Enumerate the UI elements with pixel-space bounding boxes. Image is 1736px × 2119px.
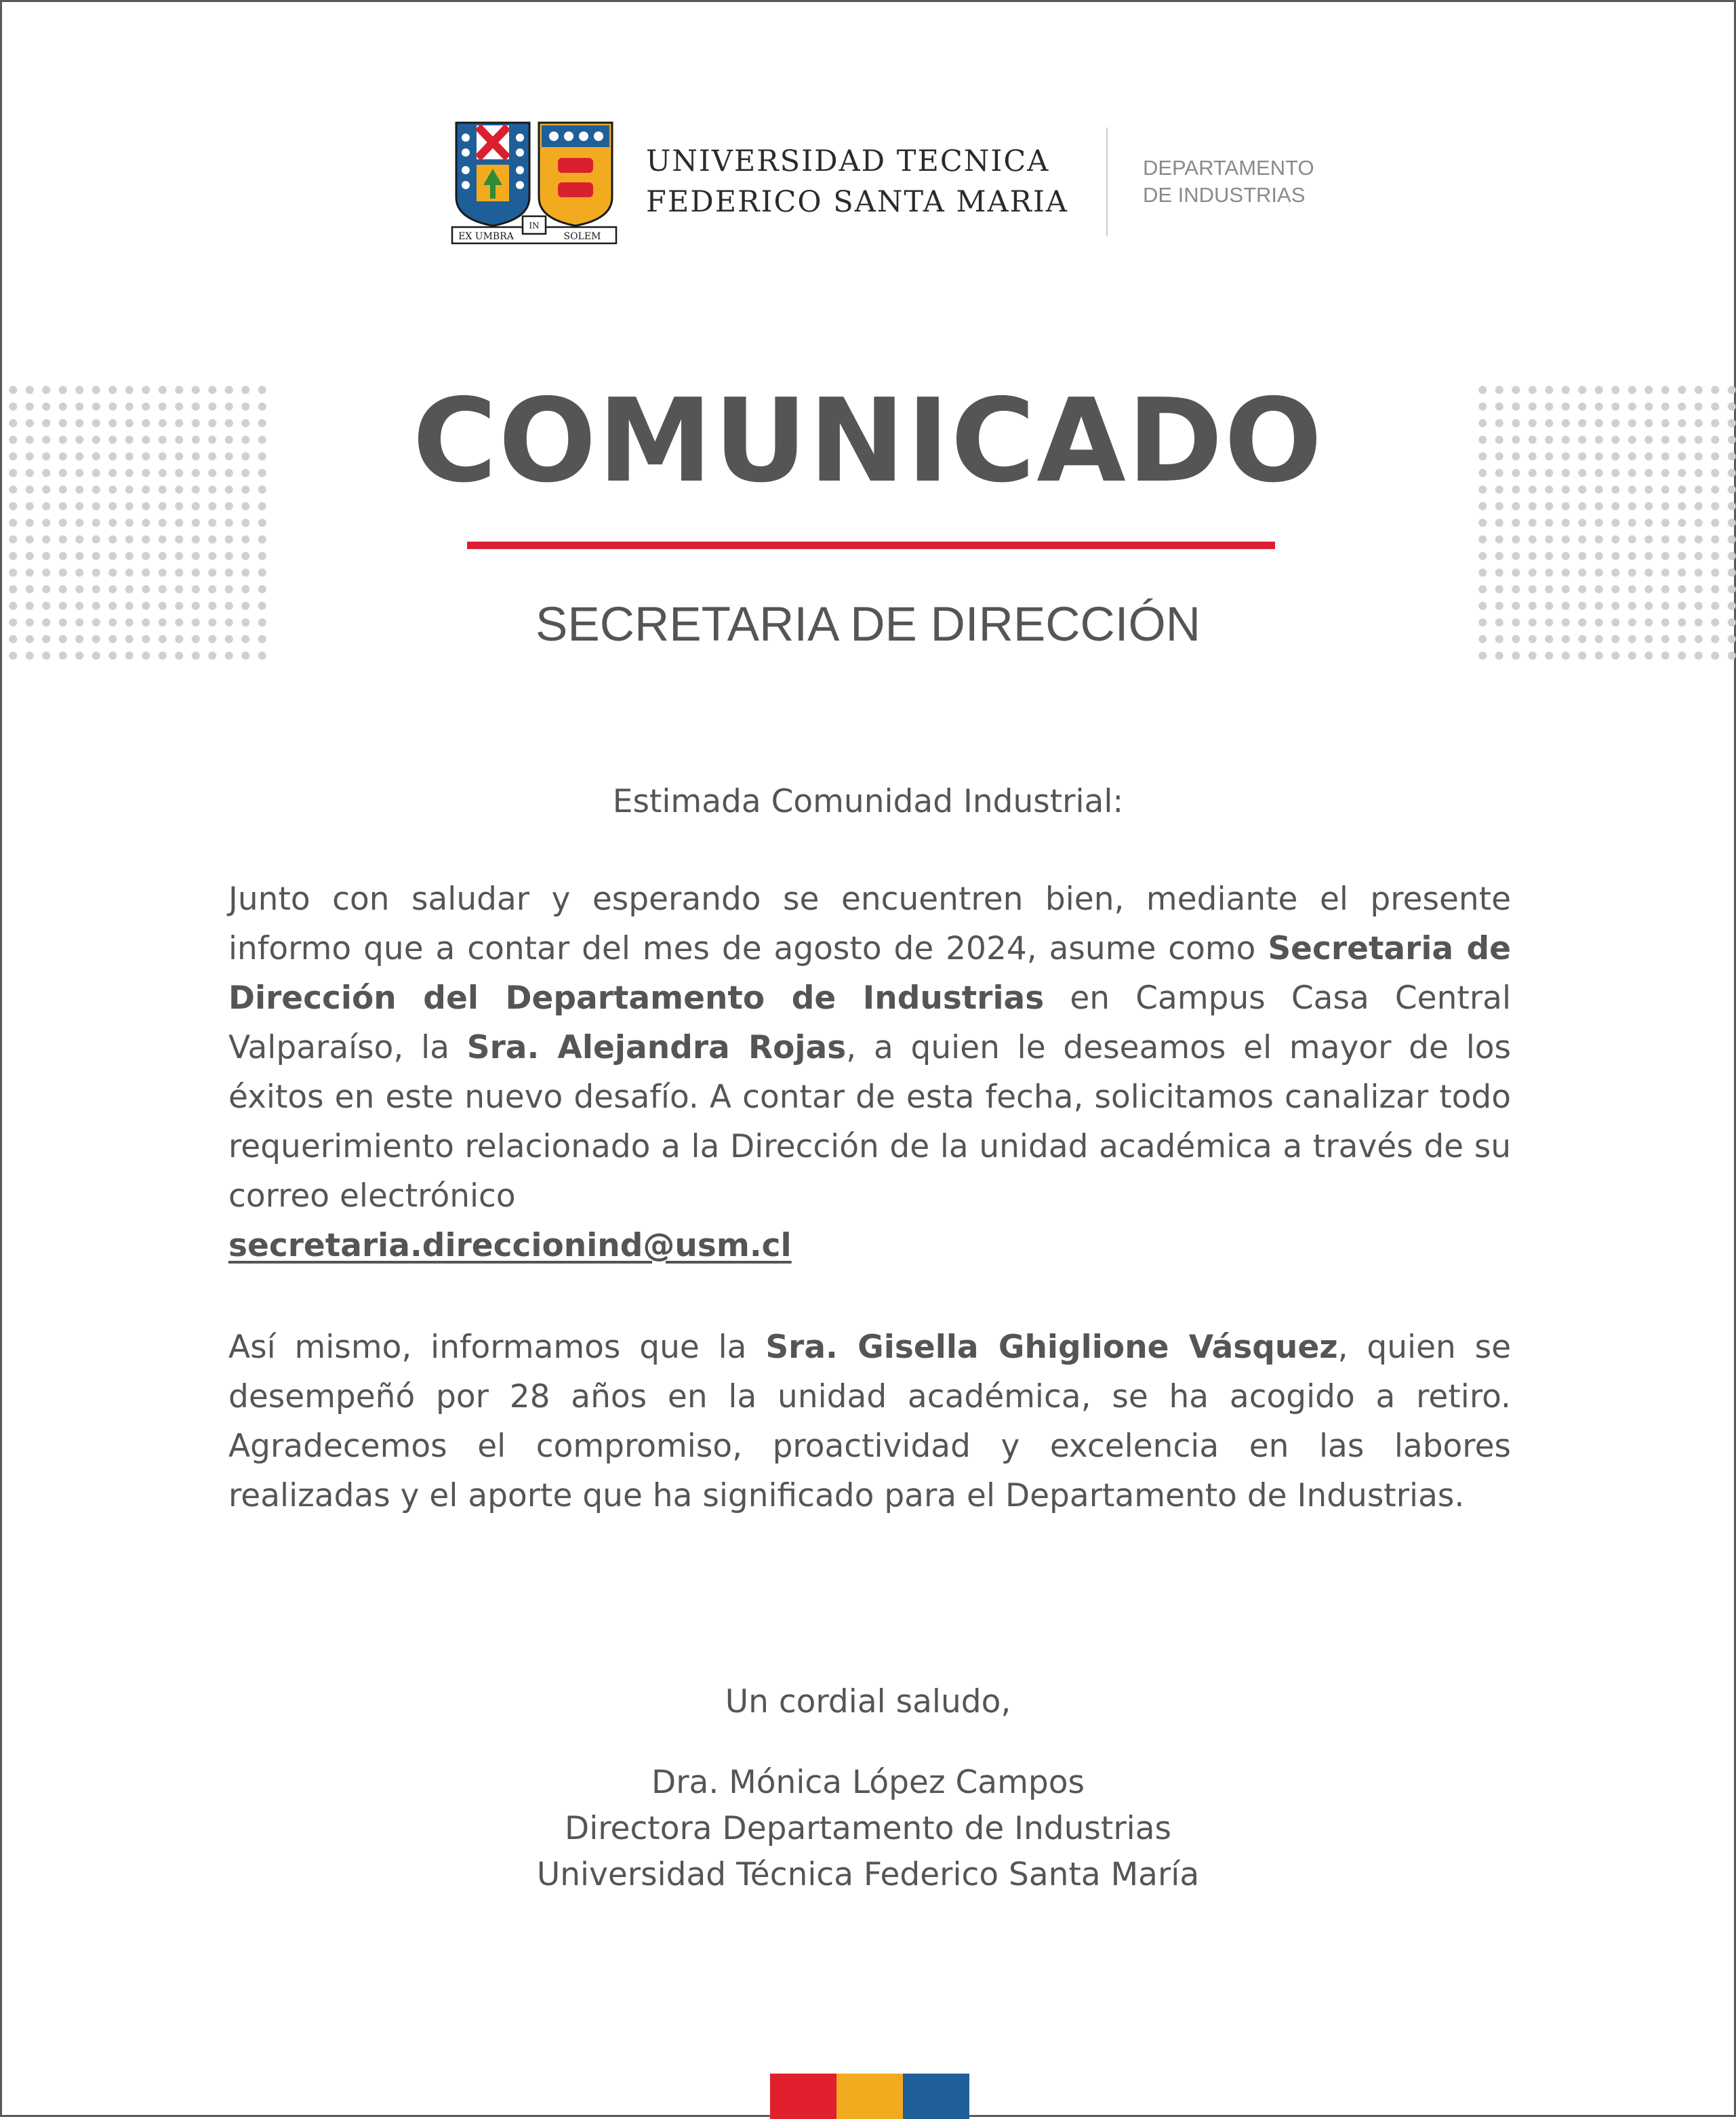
paragraph2-bold-name: Sra. Gisella Ghiglione Vásquez	[765, 1329, 1338, 1366]
paragraph2-text2: , quien se desempeñó por 28 años en la unidad académica, se ha acogido a retiro. Agradecemos el compromiso, proactividad y excelencia en las labores realizadas y el aporte que ha significado para el Departamento de Industrias.	[228, 1329, 1512, 1514]
color-bar-red	[770, 2074, 836, 2119]
university-crest-icon	[449, 117, 619, 246]
page-subtitle: SECRETARIA DE DIRECCIÓN	[536, 598, 1200, 651]
signature-position: Directora Departamento de Industrias	[565, 1810, 1171, 1847]
header	[449, 117, 1314, 246]
signature-block	[2, 1760, 1734, 1898]
university-name	[646, 141, 1068, 222]
paragraph-announcement	[228, 874, 1511, 1270]
header-divider	[1106, 127, 1108, 236]
closing: Un cordial saludo,	[725, 1683, 1011, 1720]
paragraph1-bold-position: Secretaria de Dirección del Departamento de Industrias	[228, 930, 1511, 1017]
university-name-line1: UNIVERSIDAD TECNICA	[646, 144, 1050, 178]
paragraph1-text2: en Campus Casa Central Valparaíso, la	[228, 980, 1511, 1066]
title-underline	[467, 542, 1275, 549]
brand-color-bar	[770, 2074, 969, 2119]
page-title: COMUNICADO	[412, 374, 1324, 508]
crest-motto-right: SOLEM	[563, 231, 601, 242]
crest-motto-left: EX UMBRA	[458, 231, 514, 242]
department-name-line2: DE INDUSTRIAS	[1142, 183, 1306, 207]
crest-motto-middle: IN	[529, 221, 540, 230]
paragraph1-text1: Junto con saludar y esperando se encuentren bien, mediante el presente informo que a contar del mes de agosto de 2024, asume como	[228, 881, 1511, 967]
paragraph2-text1: Así mismo, informamos que la	[228, 1329, 766, 1366]
signature-institution: Universidad Técnica Federico Santa María	[536, 1856, 1200, 1893]
paragraph1-bold-name: Sra. Alejandra Rojas	[466, 1029, 847, 1066]
color-bar-blue	[903, 2074, 969, 2119]
signature-name: Dra. Mónica López Campos	[651, 1764, 1085, 1801]
university-name-line2: FEDERICO SANTA MARIA	[646, 185, 1068, 219]
department-name-line1: DEPARTAMENTO	[1142, 156, 1314, 180]
email-link[interactable]: secretaria.direccionind@usm.cl	[228, 1227, 792, 1264]
color-bar-yellow	[836, 2074, 903, 2119]
paragraph1-text3: , a quien le deseamos el mayor de los éxitos en este nuevo desafío. A contar de esta fecha, solicitamos canalizar todo requerimiento relacionado a la Dirección de la unidad académica a través de su correo electrónico	[228, 1029, 1511, 1215]
department-name	[1143, 155, 1314, 209]
paragraph-retirement	[228, 1323, 1511, 1520]
greeting: Estimada Comunidad Industrial:	[612, 783, 1124, 820]
